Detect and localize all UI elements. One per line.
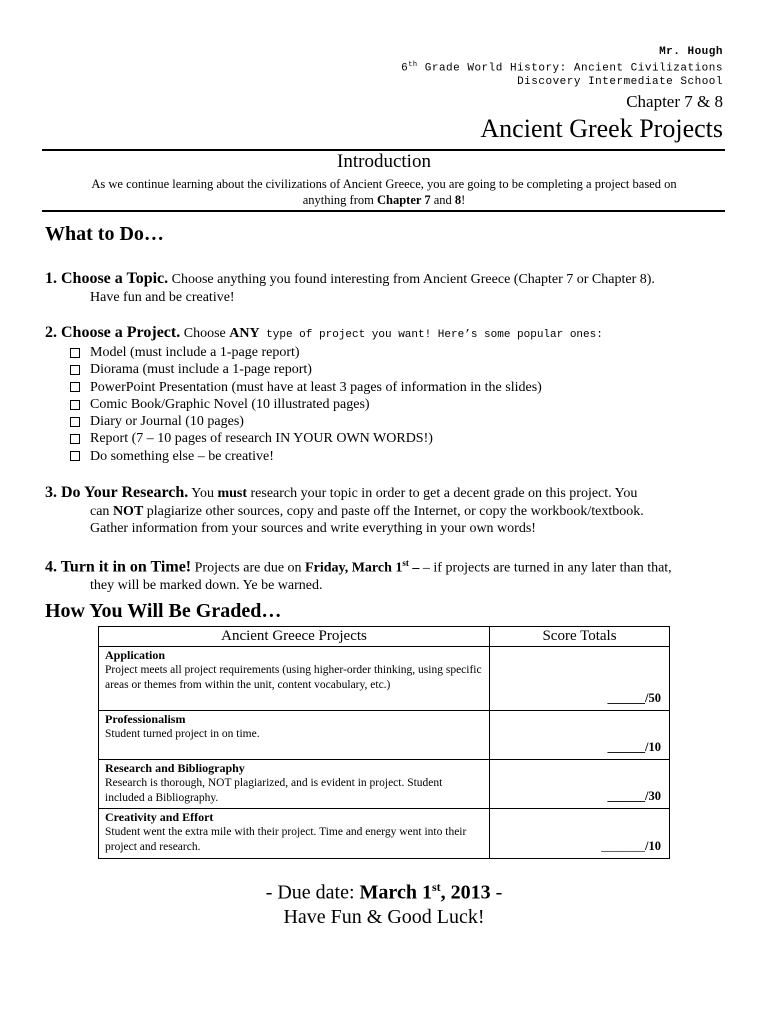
option-item: Model (must include a 1-page report) [70,344,542,361]
option-item: Diary or Journal (10 pages) [70,413,542,430]
step-2: 2. Choose a Project. Choose ANY type of project you want! Here’s some popular ones: [45,324,603,341]
criterion-desc: Research is thorough, NOT plagiarized, and is evident in project. Student included a Bibliography. [105,777,443,804]
option-item: PowerPoint Presentation (must have at least 3 pages of information in the slides) [70,379,542,396]
intro-text [0,176,768,208]
table-row [99,647,670,711]
checkbox-icon[interactable] [70,400,80,410]
criterion-desc: Student turned project in on time. [105,728,260,740]
col-header-scores: Score Totals [490,627,670,647]
option-item: Report (7 – 10 pages of research IN YOUR OWN WORDS!) [70,430,542,447]
step-3: 3. Do Your Research. You must research your topic in order to get a decent grade on this project. You can NOT plagiarize other sources, copy and paste off the Internet, or copy the workbook/textbook. Gather information from your sources and write everything in your own words! [45,484,644,536]
step-4: 4. Turn it in on Time! Projects are due on Friday, March 1st – – if projects are turned in any later than that, they will be marked down. Ye be warned. [45,558,672,594]
criterion-title: Creativity and Effort [105,810,214,824]
criterion-desc: Student went the extra mile with their project. Time and energy went into their project and research. [105,826,467,853]
option-item: Do something else – be creative! [70,448,542,465]
checkbox-icon[interactable] [70,348,80,358]
criterion-title: Professionalism [105,712,186,726]
due-date: - Due date: March 1st, 2013 - [265,880,503,904]
course-name: 6th Grade World History: Ancient Civilizations [401,61,723,75]
checkbox-icon[interactable] [70,417,80,427]
option-item: Comic Book/Graphic Novel (10 illustrated pages) [70,396,542,413]
score-blank: ______/30 [490,760,670,809]
col-header-projects: Ancient Greece Projects [99,627,490,647]
checkbox-icon[interactable] [70,434,80,444]
criterion-desc: Project meets all project requirements (using higher-order thinking, using specific areas or themes from within the unit, content vocabulary, etc.) [105,664,482,691]
score-blank: _______/10 [490,809,670,859]
intro-line-1: As we continue learning about the civilizations of Ancient Greece, you are going to be completing a project based on [91,177,677,191]
page-title: Ancient Greek Projects [480,114,723,143]
good-luck-message: Have Fun & Good Luck! [283,906,485,928]
table-header-row [99,627,670,647]
table-row [99,809,670,859]
intro-heading: Introduction [337,151,431,172]
grading-heading: How You Will Be Graded… [45,600,282,622]
criterion-title: Research and Bibliography [105,761,245,775]
criterion-title: Application [105,648,166,662]
school-name: Discovery Intermediate School [517,76,723,88]
intro-divider [42,210,725,212]
option-item: Diorama (must include a 1-page report) [70,361,542,378]
grading-rubric-table [98,626,670,859]
checkbox-icon[interactable] [70,451,80,461]
chapter-label: Chapter 7 & 8 [626,92,723,111]
what-to-do-heading: What to Do… [45,223,164,245]
teacher-name: Mr. Hough [659,46,723,58]
checkbox-icon[interactable] [70,365,80,375]
table-row [99,760,670,809]
project-options-list [70,344,542,465]
intro-line-2: anything from Chapter 7 and 8! [302,193,466,207]
score-blank: ______/50 [490,647,670,711]
score-blank: ______/10 [490,711,670,760]
table-row [99,711,670,760]
checkbox-icon[interactable] [70,382,80,392]
step-1: 1. Choose a Topic. Choose anything you found interesting from Ancient Greece (Chapter 7 or Chapter 8). Have fun and be creative! [45,270,655,305]
